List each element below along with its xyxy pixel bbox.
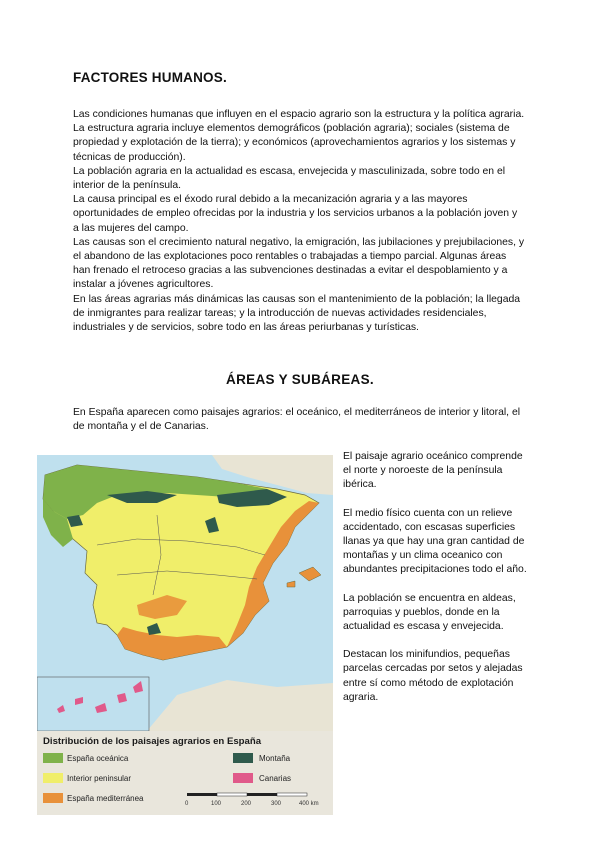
map-graphic bbox=[37, 455, 333, 731]
scale-label: 0 bbox=[185, 801, 189, 807]
legend-swatch-mediterranea bbox=[43, 793, 63, 803]
section2-intro: En España aparecen como paisajes agrarios: el oceánico, el mediterráneos de interior y litoral, el de montaña y el de Canarias. bbox=[73, 407, 521, 433]
legend-swatch-oceanica bbox=[43, 753, 63, 763]
balearic-islands bbox=[299, 567, 321, 581]
section-title-factores: FACTORES HUMANOS. bbox=[73, 70, 227, 85]
paragraph: La población agraria en la actualidad es escasa, envejecida y masculinizada, sobre todo en el interior de la península. bbox=[73, 165, 506, 192]
africa-land bbox=[147, 680, 333, 731]
legend-label: España oceánica bbox=[67, 754, 129, 763]
legend-swatch-canarias bbox=[233, 773, 253, 783]
legend-label: Montaña bbox=[259, 754, 291, 763]
balearic-islands-small bbox=[287, 581, 295, 587]
paragraph: Las condiciones humanas que influyen en el espacio agrario son la estructura y la política agraria. bbox=[73, 109, 525, 120]
paragraph: Las causas son el crecimiento natural negativo, la emigración, las jubilaciones y prejubilaciones, y el abandono de las explotaciones poco rentables o trabajadas a tiempo parcial. Algunas áreas han frenado el retroceso gracias a las subvenciones destinadas a evitar el despoblamiento y a instalar a jóvenes agricultores. bbox=[73, 236, 525, 291]
paragraph: El paisaje agrario oceánico comprende el norte y noroeste de la península ibérica. bbox=[343, 451, 523, 491]
paragraph: La estructura agraria incluye elementos demográficos (población agraria); sociales (sistema de propiedad y explotación de la tierra); y económicos (aprovechamientos agrarios y los sistemas y técnicas de producción). bbox=[73, 123, 516, 163]
scale-label: 400 km bbox=[299, 801, 319, 807]
spain-agrarian-map bbox=[37, 455, 333, 815]
oceanic-description bbox=[343, 450, 531, 719]
paragraph: El medio físico cuenta con un relieve accidentado, con escasas superficies llanas ya que hay una gran cantidad de montañas y un clima oceanico con abundantes precipitaciones todo el año. bbox=[343, 507, 527, 576]
legend-swatch-montana bbox=[233, 753, 253, 763]
section-title-areas: ÁREAS Y SUBÁREAS. bbox=[226, 372, 374, 387]
section1-body bbox=[73, 108, 525, 335]
map-legend bbox=[37, 731, 333, 815]
paragraph: En las áreas agrarias más dinámicas las causas son el mantenimiento de la población; la llegada de inmigrantes para realizar tareas; y la introducción de nuevas actividades residenciales, industriales y de servicios, sobre todo en las áreas periurbanas y turísticas. bbox=[73, 293, 521, 334]
legend-label: Interior peninsular bbox=[67, 774, 132, 783]
scale-label: 100 bbox=[211, 801, 222, 807]
scale-label: 200 bbox=[241, 801, 252, 807]
scale-label: 300 bbox=[271, 801, 282, 807]
paragraph: La población se encuentra en aldeas, parroquias y pueblos, donde en la actualidad es escasa y envejecida. bbox=[343, 592, 516, 633]
paragraph: Destacan los minifundios, pequeñas parcelas cercadas por setos y alejadas entre sí como método de explotación agraria. bbox=[343, 649, 523, 703]
canarias-inset bbox=[37, 677, 149, 731]
legend-label: España mediterránea bbox=[67, 794, 144, 803]
legend-title: Distribución de los paisajes agrarios en España bbox=[43, 736, 262, 747]
paragraph: La causa principal es el éxodo rural debido a la mecanización agraria y a las mayores oportunidades de empleo ofrecidas por la industria y los servicios urbanos a la población joven y a las mujeres del campo. bbox=[73, 194, 518, 234]
legend-label: Canarias bbox=[259, 774, 292, 783]
legend-swatch-interior bbox=[43, 773, 63, 783]
